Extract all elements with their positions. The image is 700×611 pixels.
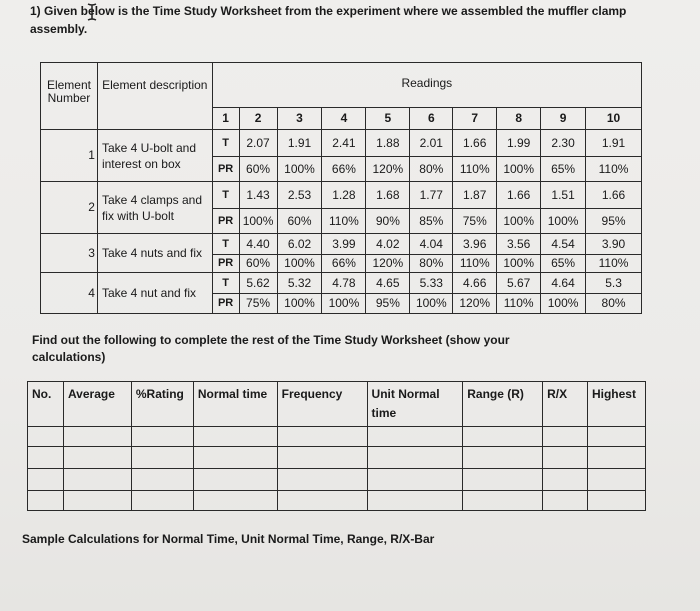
cell[interactable] <box>28 427 64 447</box>
element-description-header: Element description <box>97 63 212 130</box>
time-reading: 1.91 <box>277 130 322 157</box>
performance-rating: 100% <box>410 294 453 314</box>
table-row <box>41 234 642 255</box>
results-column-header: Frequency <box>277 382 367 427</box>
performance-rating: 100% <box>322 294 366 314</box>
row-type-label: PR <box>212 209 239 234</box>
performance-rating: 60% <box>277 209 322 234</box>
performance-rating: 80% <box>410 255 453 273</box>
element-number: 2 <box>41 182 98 234</box>
reading-number: 5 <box>366 108 410 130</box>
time-reading: 2.53 <box>277 182 322 209</box>
reading-number: 1 <box>212 108 239 130</box>
time-reading: 4.04 <box>410 234 453 255</box>
performance-rating: 75% <box>453 209 497 234</box>
performance-rating: 120% <box>366 157 410 182</box>
performance-rating: 110% <box>497 294 541 314</box>
reading-number: 9 <box>541 108 586 130</box>
time-reading: 2.30 <box>541 130 586 157</box>
performance-rating: 65% <box>541 255 586 273</box>
time-reading: 4.64 <box>541 273 586 294</box>
results-column-header: No. <box>28 382 64 427</box>
performance-rating: 100% <box>277 157 322 182</box>
time-reading: 1.66 <box>453 130 497 157</box>
performance-rating: 110% <box>453 157 497 182</box>
time-reading: 3.99 <box>322 234 366 255</box>
row-type-label: T <box>212 234 239 255</box>
performance-rating: 100% <box>541 294 586 314</box>
row-type-label: T <box>212 273 239 294</box>
performance-rating: 60% <box>239 157 277 182</box>
row-type-label: PR <box>212 157 239 182</box>
reading-number: 10 <box>586 108 642 130</box>
time-reading: 3.90 <box>586 234 642 255</box>
performance-rating: 65% <box>541 157 586 182</box>
results-column-header: Average <box>63 382 131 427</box>
performance-rating: 120% <box>366 255 410 273</box>
element-number: 3 <box>41 234 98 273</box>
performance-rating: 90% <box>366 209 410 234</box>
reading-number: 3 <box>277 108 322 130</box>
question-2-text: Find out the following to complete the rest of the Time Study Worksheet (show your calculations) <box>32 333 510 364</box>
time-reading: 2.07 <box>239 130 277 157</box>
performance-rating: 66% <box>322 255 366 273</box>
time-reading: 4.65 <box>366 273 410 294</box>
row-type-label: T <box>212 182 239 209</box>
performance-rating: 100% <box>239 209 277 234</box>
element-number: 1 <box>41 130 98 182</box>
results-column-header: R/X <box>543 382 588 427</box>
time-reading: 1.99 <box>497 130 541 157</box>
results-column-header: Highest <box>587 382 645 427</box>
time-reading: 5.3 <box>586 273 642 294</box>
element-description: Take 4 clamps and fix with U-bolt <box>97 182 212 234</box>
table-row <box>41 182 642 209</box>
time-reading: 4.40 <box>239 234 277 255</box>
element-description: Take 4 U-bolt and interest on box <box>97 130 212 182</box>
time-reading: 5.33 <box>410 273 453 294</box>
performance-rating: 110% <box>322 209 366 234</box>
performance-rating: 110% <box>453 255 497 273</box>
time-reading: 5.67 <box>497 273 541 294</box>
row-type-label: T <box>212 130 239 157</box>
performance-rating: 80% <box>586 294 642 314</box>
performance-rating: 95% <box>586 209 642 234</box>
element-number-header: Element Number <box>41 63 98 130</box>
row-type-label: PR <box>212 294 239 314</box>
results-column-header: Range (R) <box>463 382 543 427</box>
element-description: Take 4 nut and fix <box>97 273 212 314</box>
time-reading: 1.66 <box>497 182 541 209</box>
readings-header: Readings <box>212 63 641 108</box>
time-reading: 5.32 <box>277 273 322 294</box>
performance-rating: 100% <box>277 294 322 314</box>
time-reading: 2.01 <box>410 130 453 157</box>
time-reading: 1.91 <box>586 130 642 157</box>
row-type-label: PR <box>212 255 239 273</box>
reading-number: 4 <box>322 108 366 130</box>
question-1-text: 1) Given below is the Time Study Worksheet from the experiment where we assembled the muffler clamp assembly. <box>30 4 627 36</box>
performance-rating: 100% <box>541 209 586 234</box>
performance-rating: 95% <box>366 294 410 314</box>
results-column-header: Unit Normal time <box>367 382 463 427</box>
reading-number: 8 <box>497 108 541 130</box>
time-reading: 1.87 <box>453 182 497 209</box>
time-reading: 2.41 <box>322 130 366 157</box>
performance-rating: 100% <box>497 209 541 234</box>
time-reading: 1.68 <box>366 182 410 209</box>
performance-rating: 80% <box>410 157 453 182</box>
performance-rating: 66% <box>322 157 366 182</box>
time-reading: 1.88 <box>366 130 410 157</box>
time-reading: 1.77 <box>410 182 453 209</box>
performance-rating: 110% <box>586 255 642 273</box>
time-reading: 4.78 <box>322 273 366 294</box>
time-reading: 6.02 <box>277 234 322 255</box>
time-reading: 1.43 <box>239 182 277 209</box>
table-row <box>41 130 642 157</box>
time-reading: 1.51 <box>541 182 586 209</box>
sample-calculations-label: Sample Calculations for Normal Time, Unit Normal Time, Range, R/X-Bar <box>22 532 435 546</box>
time-reading: 1.66 <box>586 182 642 209</box>
performance-rating: 100% <box>497 157 541 182</box>
element-description: Take 4 nuts and fix <box>97 234 212 273</box>
results-column-header: %Rating <box>131 382 193 427</box>
performance-rating: 60% <box>239 255 277 273</box>
readings-table <box>40 62 642 314</box>
time-reading: 1.28 <box>322 182 366 209</box>
performance-rating: 110% <box>586 157 642 182</box>
performance-rating: 75% <box>239 294 277 314</box>
element-number: 4 <box>41 273 98 314</box>
time-reading: 3.56 <box>497 234 541 255</box>
performance-rating: 100% <box>497 255 541 273</box>
performance-rating: 100% <box>277 255 322 273</box>
reading-number: 7 <box>453 108 497 130</box>
performance-rating: 120% <box>453 294 497 314</box>
time-reading: 5.62 <box>239 273 277 294</box>
reading-number: 6 <box>410 108 453 130</box>
time-reading: 4.02 <box>366 234 410 255</box>
performance-rating: 85% <box>410 209 453 234</box>
table-row <box>41 273 642 294</box>
time-reading: 3.96 <box>453 234 497 255</box>
results-column-header: Normal time <box>193 382 277 427</box>
time-reading: 4.66 <box>453 273 497 294</box>
text-cursor-icon <box>86 2 98 22</box>
time-reading: 4.54 <box>541 234 586 255</box>
results-table <box>27 381 646 511</box>
reading-number: 2 <box>239 108 277 130</box>
